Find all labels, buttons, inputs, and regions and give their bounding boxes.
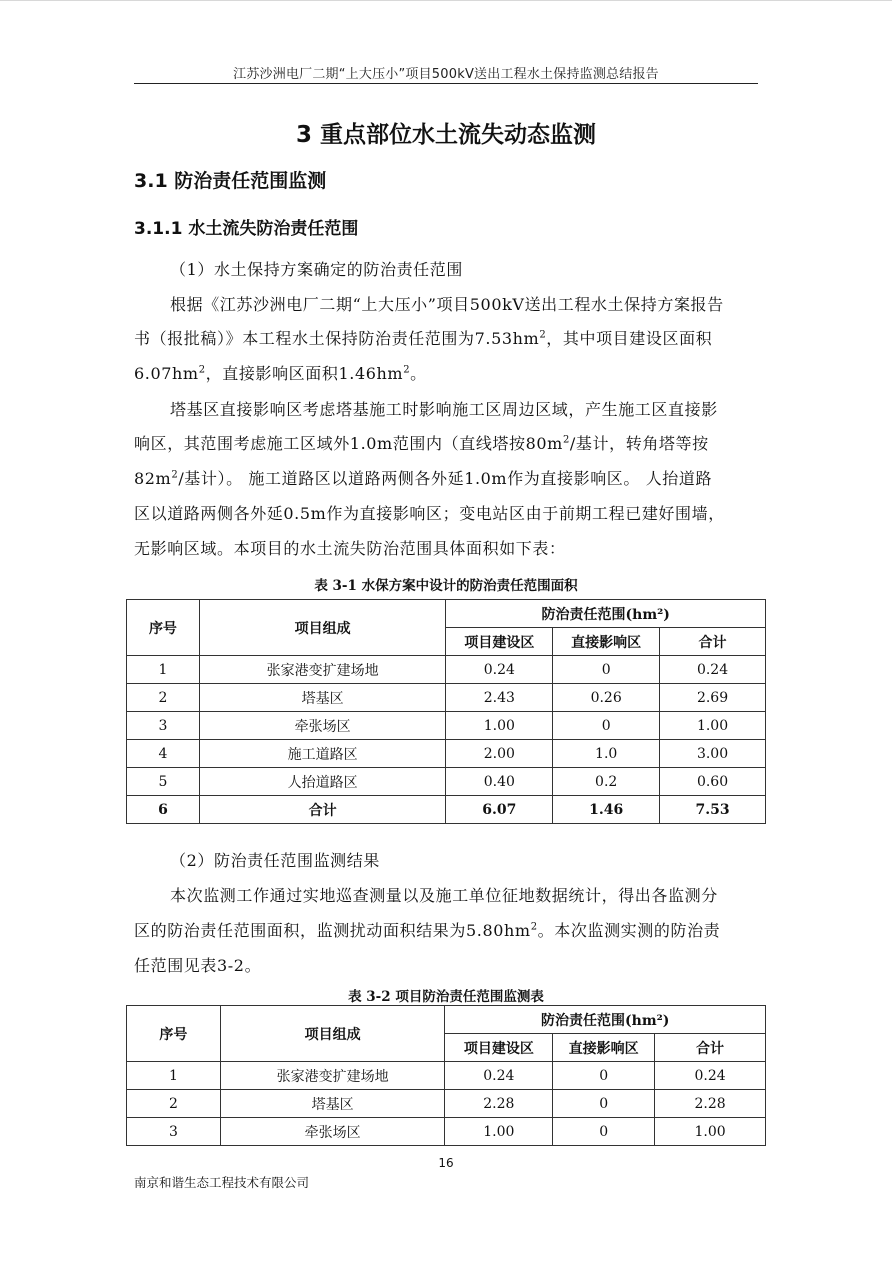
subsection-title: 3.1.1 水土流失防治责任范围	[134, 219, 359, 239]
header-component: 项目组成	[199, 600, 446, 656]
header-direct: 直接影响区	[553, 1034, 655, 1062]
cell-component: 塔基区	[220, 1090, 445, 1118]
cell-index: 2	[127, 684, 200, 712]
cell-component: 合计	[199, 796, 446, 824]
cell-total: 2.28	[655, 1090, 766, 1118]
header-direct: 直接影响区	[553, 628, 660, 656]
cell-total: 7.53	[660, 796, 766, 824]
cell-index: 3	[127, 712, 200, 740]
cell-construction: 1.00	[446, 712, 553, 740]
paragraph-line: 根据《江苏沙洲电厂二期“上大压小”项目500kV送出工程水土保持方案报告	[170, 295, 724, 314]
page-top-border	[0, 0, 892, 1]
table1	[126, 599, 766, 824]
cell-direct: 0	[553, 1062, 655, 1090]
header-range: 防治责任范围(hm²)	[445, 1006, 766, 1034]
paragraph-line: 响区，其范围考虑施工区域外1.0m范围内（直线塔按$80m^2/$基计，转角塔等按	[134, 434, 709, 453]
cell-construction: 2.28	[445, 1090, 553, 1118]
table1-caption: 表 3-1 水保方案中设计的防治责任范围面积	[314, 578, 578, 594]
cell-construction: 2.43	[446, 684, 553, 712]
table-row	[127, 684, 766, 712]
paragraph-line: $82m^2/$基计）。 施工道路区以道路两侧各外延1.0m作为直接影响区。 人抬道路	[134, 469, 713, 488]
cell-direct: 0.26	[553, 684, 660, 712]
header-total: 合计	[660, 628, 766, 656]
cell-construction: 0.24	[445, 1062, 553, 1090]
table-row	[127, 740, 766, 768]
cell-direct: 0	[553, 1090, 655, 1118]
cell-direct: 0	[553, 1118, 655, 1146]
cell-direct: 1.0	[553, 740, 660, 768]
cell-total: 3.00	[660, 740, 766, 768]
table-row	[127, 712, 766, 740]
cell-construction: 1.00	[445, 1118, 553, 1146]
cell-total: 0.24	[660, 656, 766, 684]
cell-index: 3	[127, 1118, 221, 1146]
cell-component: 牵张场区	[220, 1118, 445, 1146]
cell-direct: 0	[553, 656, 660, 684]
paragraph-line: 区的防治责任范围面积，监测扰动面积结果为$5.80hm^2$。本次监测实测的防治责	[134, 921, 721, 940]
header-index: 序号	[127, 1006, 221, 1062]
cell-construction: 0.24	[446, 656, 553, 684]
cell-construction: 6.07	[446, 796, 553, 824]
header-index: 序号	[127, 600, 200, 656]
table-row	[127, 768, 766, 796]
table2-caption: 表 3-2 项目防治责任范围监测表	[348, 989, 544, 1005]
table-row	[127, 656, 766, 684]
cell-component: 人抬道路区	[199, 768, 446, 796]
paragraph-line: 区以道路两侧各外延0.5m作为直接影响区；变电站区由于前期工程已建好围墙，	[134, 504, 725, 523]
paragraph-line: 本次监测工作通过实地巡查测量以及施工单位征地数据统计，得出各监测分	[170, 886, 718, 905]
cell-total: 1.00	[660, 712, 766, 740]
table-total-row	[127, 796, 766, 824]
cell-index: 2	[127, 1090, 221, 1118]
page-number: 16	[438, 1156, 454, 1170]
cell-component: 塔基区	[199, 684, 446, 712]
cell-total: 0.24	[655, 1062, 766, 1090]
cell-component: 张家港变扩建场地	[199, 656, 446, 684]
paragraph-line: $6.07hm^2$，直接影响区面积$1.46hm^2$。	[134, 364, 427, 383]
part2-heading: （2）防治责任范围监测结果	[170, 851, 380, 870]
cell-component: 牵张场区	[199, 712, 446, 740]
header-construction: 项目建设区	[445, 1034, 553, 1062]
cell-direct: 1.46	[553, 796, 660, 824]
paragraph-line: 无影响区域。本项目的水土流失防治范围具体面积如下表：	[134, 539, 566, 558]
header-rule	[134, 83, 758, 84]
paragraph-line: 任范围见表3-2。	[134, 956, 262, 975]
table-row	[127, 1062, 766, 1090]
cell-index: 1	[127, 1062, 221, 1090]
paragraph-line: 书（报批稿）》本工程水土保持防治责任范围为$7.53hm^2$，其中项目建设区面积	[134, 329, 713, 348]
section-title: 3.1 防治责任范围监测	[134, 170, 327, 192]
chapter-title: 3 重点部位水土流失动态监测	[295, 122, 596, 148]
cell-total: 1.00	[655, 1118, 766, 1146]
cell-component: 施工道路区	[199, 740, 446, 768]
header-construction: 项目建设区	[446, 628, 553, 656]
header-total: 合计	[655, 1034, 766, 1062]
part1-heading: （1）水土保持方案确定的防治责任范围	[170, 260, 463, 279]
cell-index: 6	[127, 796, 200, 824]
cell-total: 0.60	[660, 768, 766, 796]
paragraph-line: 塔基区直接影响区考虑塔基施工时影响施工区周边区域，产生施工区直接影	[170, 400, 718, 419]
header-component: 项目组成	[220, 1006, 445, 1062]
cell-index: 4	[127, 740, 200, 768]
footer-company: 南京和谐生态工程技术有限公司	[134, 1175, 310, 1190]
cell-total: 2.69	[660, 684, 766, 712]
table2	[126, 1005, 766, 1146]
running-header: 江苏沙洲电厂二期“上大压小”项目500kV送出工程水土保持监测总结报告	[233, 67, 659, 82]
cell-component: 张家港变扩建场地	[220, 1062, 445, 1090]
header-range: 防治责任范围(hm²)	[446, 600, 766, 628]
cell-construction: 0.40	[446, 768, 553, 796]
cell-construction: 2.00	[446, 740, 553, 768]
cell-direct: 0	[553, 712, 660, 740]
table-row	[127, 1118, 766, 1146]
cell-index: 5	[127, 768, 200, 796]
cell-direct: 0.2	[553, 768, 660, 796]
cell-index: 1	[127, 656, 200, 684]
table-row	[127, 1090, 766, 1118]
